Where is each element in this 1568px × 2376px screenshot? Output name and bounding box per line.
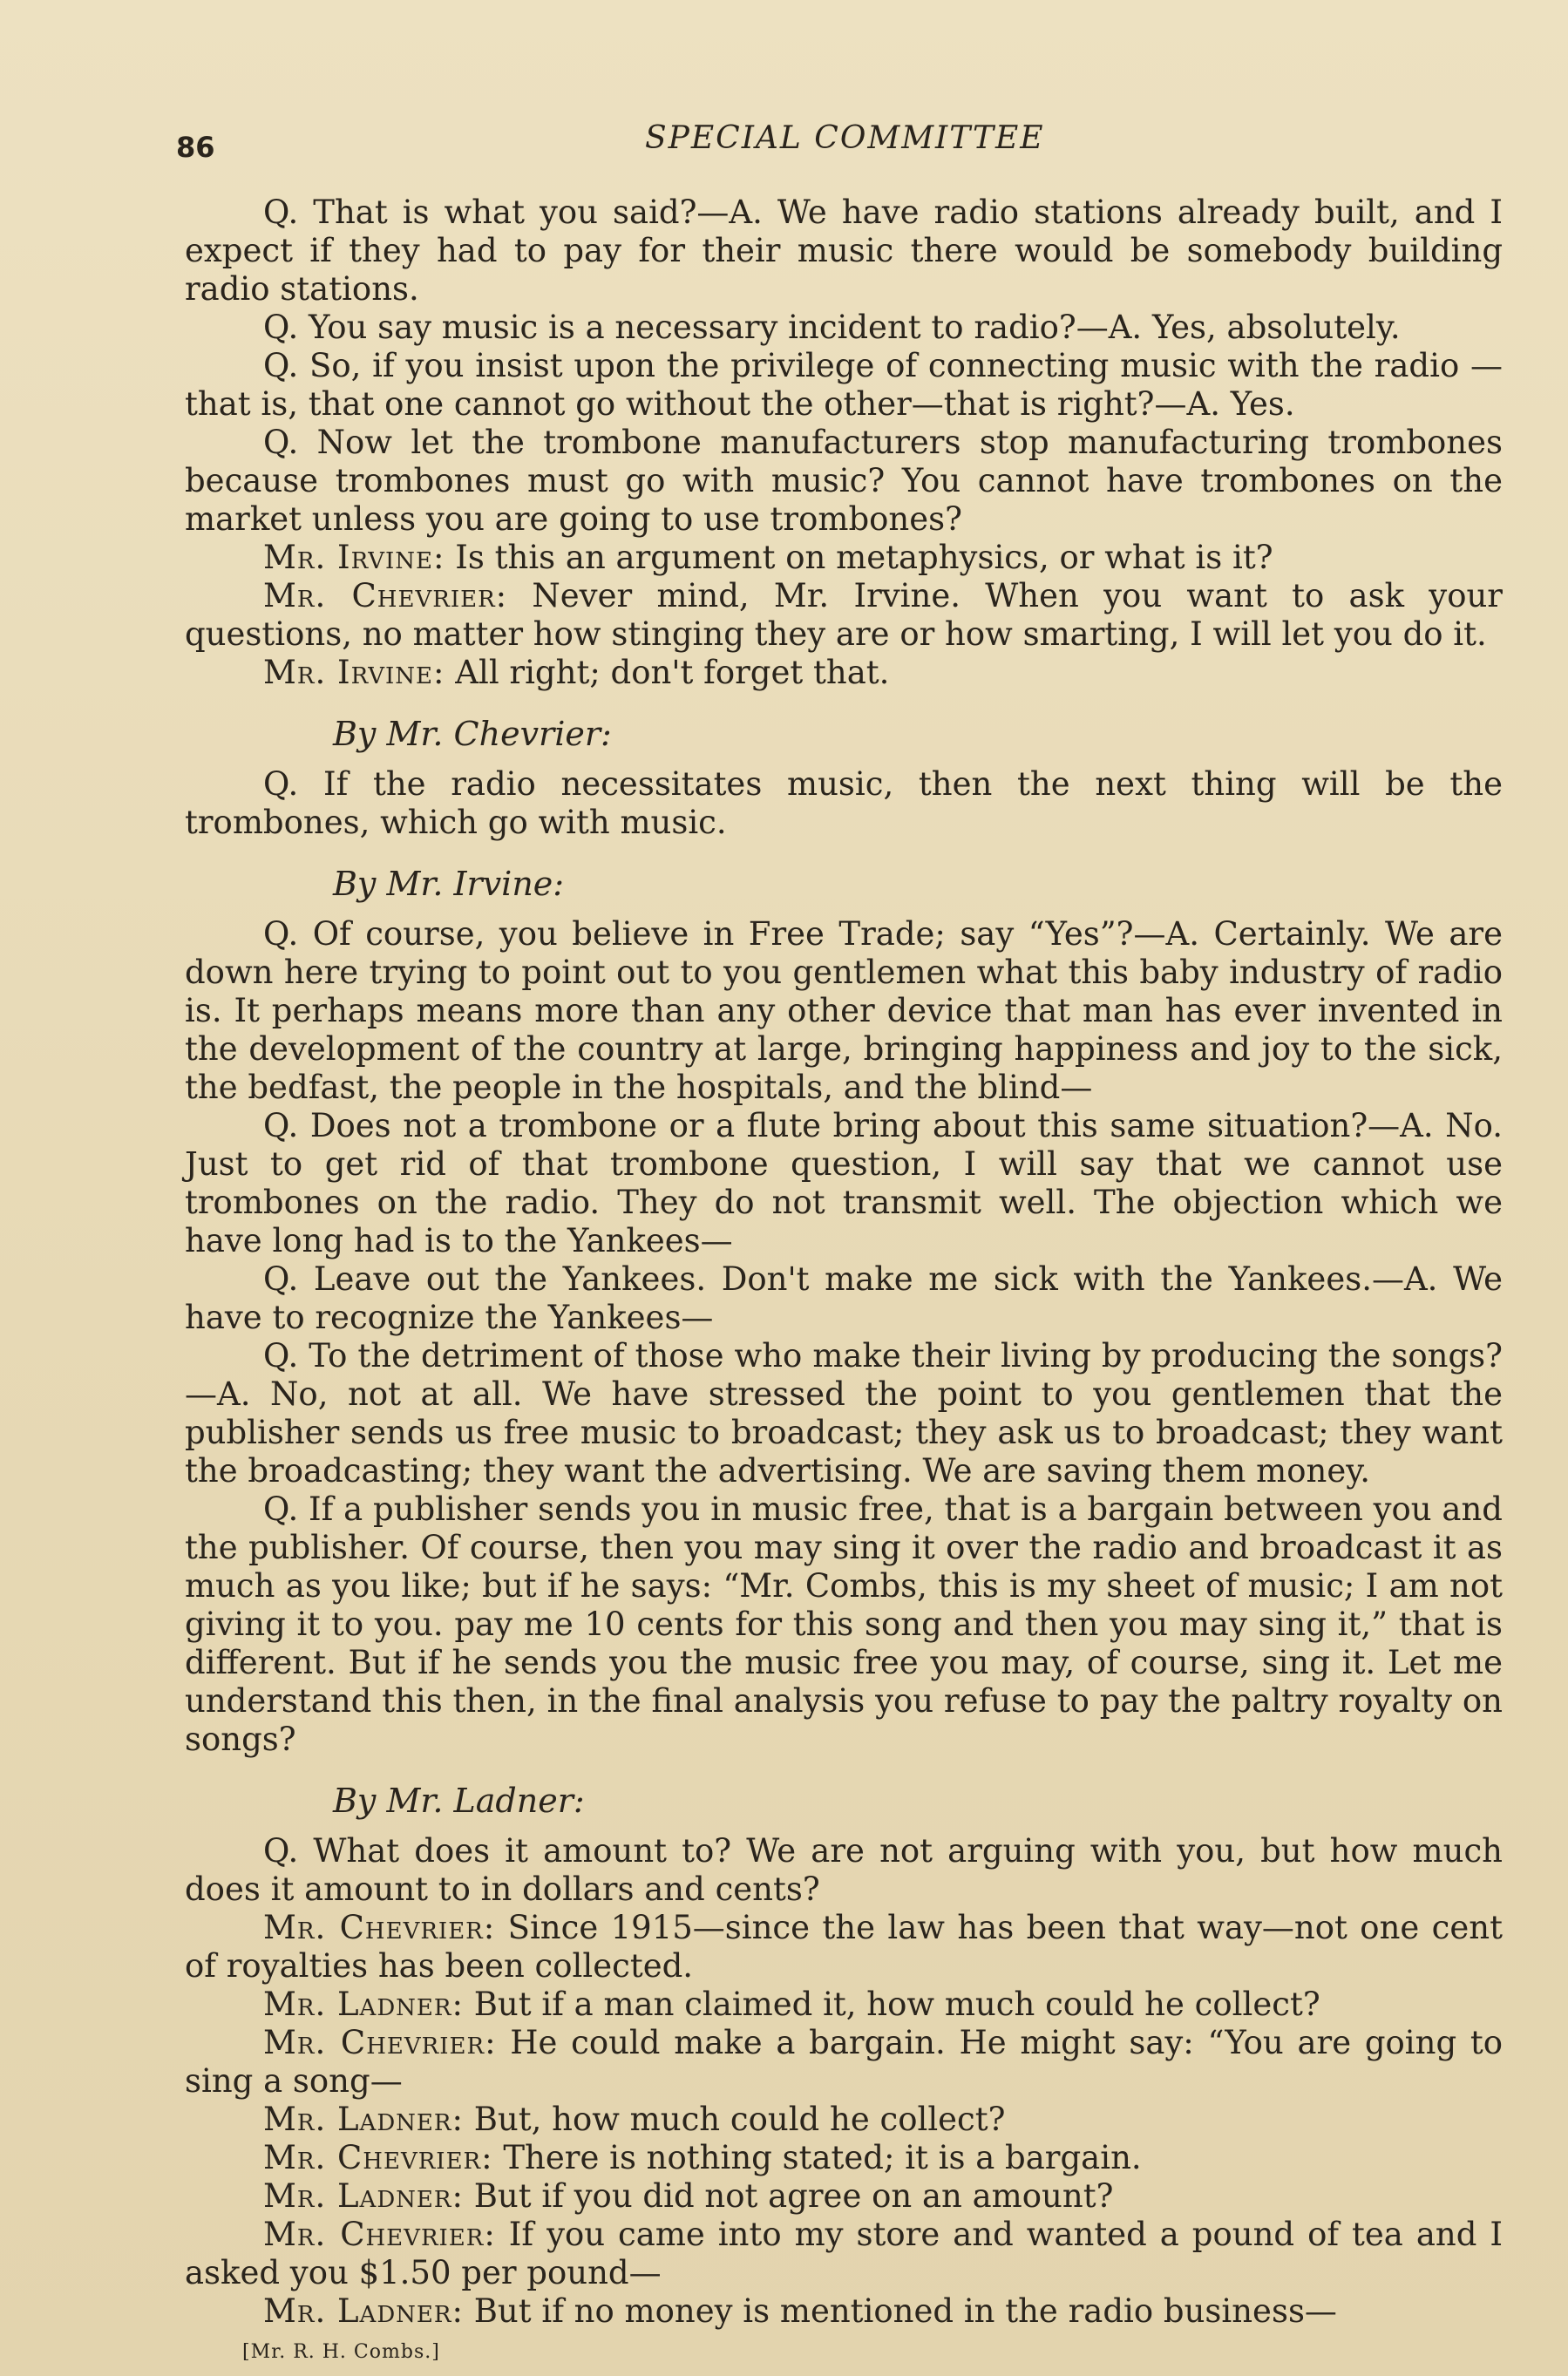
page-number: 86 xyxy=(176,131,215,164)
speech-text: Never mind, Mr. Irvine. When you want to ask your questions, no matter how stinging they are or how smarting, I will let you do it. xyxy=(185,577,1503,653)
speaker-name: Mr. Chevrier: xyxy=(263,2216,496,2253)
paragraph: Q. Leave out the Yankees. Don't make me sick with the Yankees.—A. We have to recognize the Yankees— xyxy=(185,1260,1503,1336)
paragraph: Q. That is what you said?—A. We have radio stations already built, and I expect if they had to pay for their music there would be somebody building radio stations. xyxy=(185,193,1503,308)
paragraph: Q. To the detriment of those who make their living by producing the songs?—A. No, not at all. We have stressed the point to you gentlemen that the publisher sends us free music to broadcast; they ask us to broadcast; they want the broadcasting; they want the advertising. We are saving them money. xyxy=(185,1337,1503,1490)
speaker-name: Mr. Chevrier: xyxy=(263,2139,493,2176)
running-head: SPECIAL COMMITTEE xyxy=(645,120,1045,156)
speech-text: All right; don't forget that. xyxy=(445,654,890,691)
paragraph: Q. You say music is a necessary incident to radio?—A. Yes, absolutely. xyxy=(263,309,1401,346)
speech-paragraph xyxy=(185,1909,1503,1986)
paragraph: Q. If the radio necessitates music, then the next thing will be the trombones, which go with music. xyxy=(185,765,1503,841)
speech-text: If you came into my store and wanted a pound of tea and I asked you $1.50 per pound— xyxy=(185,2216,1503,2291)
body-text xyxy=(185,193,1503,2331)
paragraph: Q. If a publisher sends you in music free, that is a bargain between you and the publisher. Of course, then you may sing it over the radio and broadcast it as much as you like; but if he says: “Mr. Combs, this is my sheet of music; I am not giving it to you. pay me 10 cents for this song and then you may sing it,” that is different. But if he sends you the music free you may, of course, sing it. Let me understand this then, in the final analysis you refuse to pay the paltry royalty on songs? xyxy=(185,1490,1503,1758)
speech-text: But, how much could he collect? xyxy=(463,2101,1006,2138)
examiner-heading: By Mr. Irvine: xyxy=(333,865,565,903)
speaker-name: Mr. Chevrier: xyxy=(263,2024,497,2061)
speaker-name: Mr. Irvine: xyxy=(263,539,445,576)
speech-text: But if a man claimed it, how much could he collect? xyxy=(463,1986,1320,2023)
footer-note: [Mr. R. H. Combs.] xyxy=(242,2341,440,2363)
speaker-name: Mr. Irvine: xyxy=(263,654,445,691)
paragraph: Q. Of course, you believe in Free Trade; say “Yes”?—A. Certainly. We are down here trying to point out to you gentlemen what this baby industry of radio is. It perhaps means more than any other device that man has ever invented in the development of the country at large, bringing happiness and joy to the sick, the bedfast, the people in the hospitals, and the blind— xyxy=(185,915,1503,1106)
speaker-name: Mr. Ladner: xyxy=(263,2101,464,2138)
paragraph: Q. So, if you insist upon the privilege of connecting music with the radio —that is, that one cannot go without the other—that is right?—A. Yes. xyxy=(185,347,1503,423)
speech-paragraph xyxy=(185,2101,1503,2139)
speech-paragraph xyxy=(185,2292,1503,2331)
speech-paragraph xyxy=(185,539,1503,577)
speaker-name: Mr. Ladner: xyxy=(263,2177,464,2215)
speech-text: But if no money is mentioned in the radio business— xyxy=(463,2292,1337,2330)
speech-paragraph xyxy=(185,2024,1503,2101)
speech-paragraph xyxy=(185,654,1503,692)
paragraph: Q. Now let the trombone manufacturers stop manufacturing trombones because trombones must go with music? You cannot have trombones on the market unless you are going to use trombones? xyxy=(185,424,1503,538)
paragraph: Q. What does it amount to? We are not arguing with you, but how much does it amount to in dollars and cents? xyxy=(185,1832,1503,1908)
speaker-name: Mr. Chevrier: xyxy=(263,577,508,614)
examiner-heading: By Mr. Ladner: xyxy=(333,1782,585,1820)
speech-paragraph xyxy=(185,577,1503,654)
speaker-name: Mr. Ladner: xyxy=(263,2292,464,2330)
speech-text: But if you did not agree on an amount? xyxy=(463,2177,1114,2215)
examiner-heading: By Mr. Chevrier: xyxy=(333,715,612,753)
speech-text: He could make a bargain. He might say: “You are going to sing a song— xyxy=(185,2024,1503,2100)
speaker-name: Mr. Chevrier: xyxy=(263,1909,496,1946)
page-header xyxy=(0,120,1568,173)
speech-text: Since 1915—since the law has been that way—not one cent of royalties has been collected. xyxy=(185,1909,1503,1985)
paragraph: Q. Does not a trombone or a flute bring about this same situation?—A. No. Just to get rid of that trombone question, I will say that we cannot use trombones on the radio. They do not transmit well. The objection which we have long had is to the Yankees— xyxy=(185,1107,1503,1259)
speaker-name: Mr. Ladner: xyxy=(263,1986,464,2023)
speech-paragraph xyxy=(185,1986,1503,2024)
speech-paragraph xyxy=(185,2177,1503,2216)
speech-text: There is nothing stated; it is a bargain. xyxy=(492,2139,1142,2176)
speech-text: Is this an argument on metaphysics, or what is it? xyxy=(445,539,1273,576)
speech-paragraph xyxy=(185,2139,1503,2177)
speech-paragraph xyxy=(185,2216,1503,2292)
